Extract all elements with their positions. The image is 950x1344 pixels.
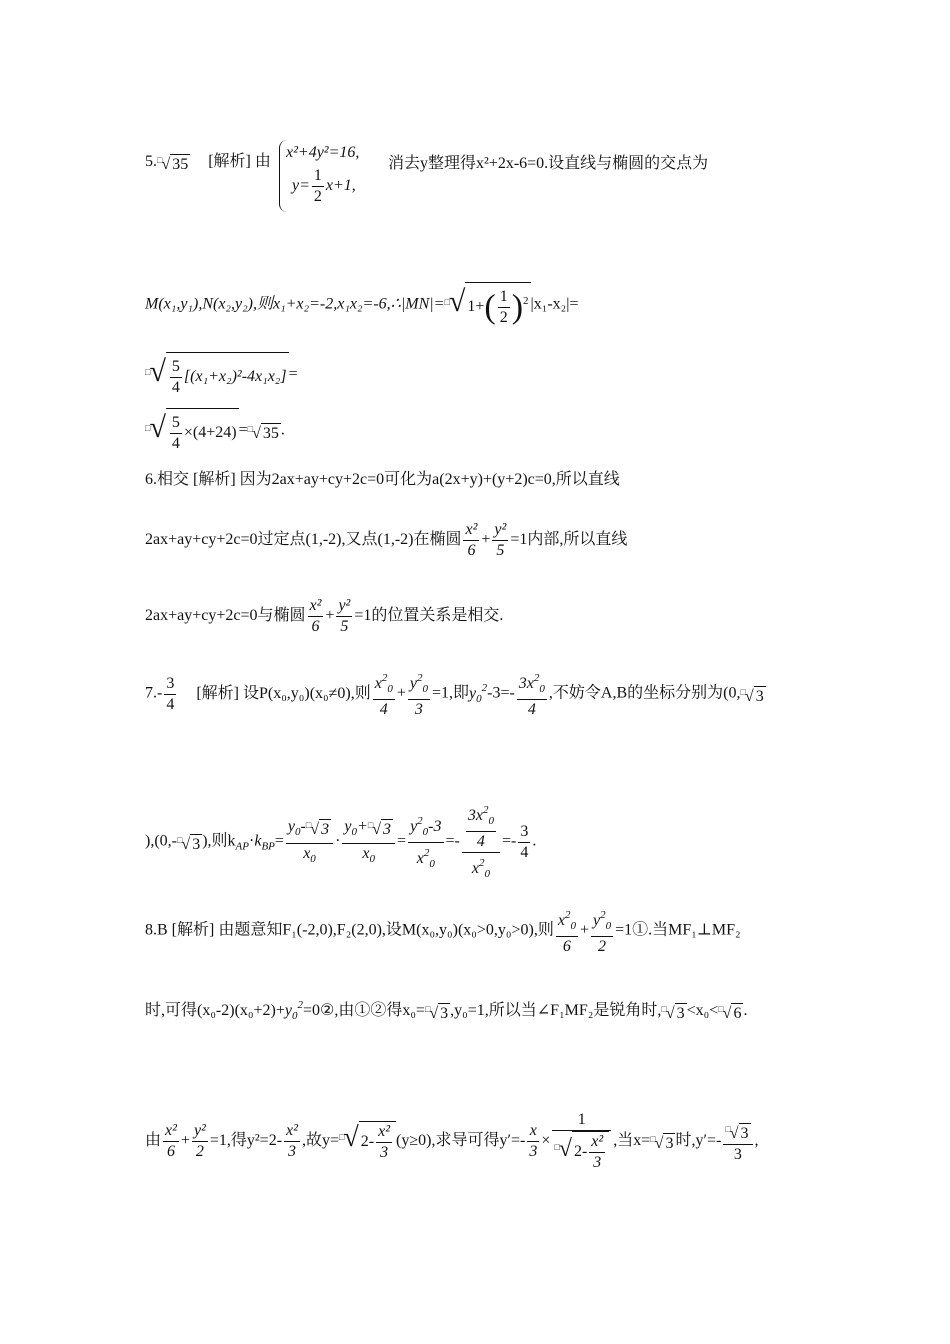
q8-line2: 时,可得$(x_0-2)(x_0+2)+y_0^2=0②$,由①②得x₀=□√ 3 ,y₀=1,所以当∠F₁MF₂是锐角时,□√ 3 <x₀<□√ 6 . (145, 999, 748, 1022)
q5-tag: [解析] (208, 153, 251, 171)
q8-line1: 8.B [解析] 由题意知F₁(-2,0),F₂(2,0),设M(x₀,y₀)(x₀>0,y₀>0),则 $\frac{x^2_0}{6}$ + $\frac{y^2_0}{2}$ =1①.当MF₁⊥MF₂ (145, 905, 741, 957)
q5-line3: □√ $\frac{5}{4}$ [(x₁+x₂)²-4x₁x₂] = (145, 352, 298, 398)
q6-line1: 6.相交 [解析] 因为2ax+ay+cy+2c=0可化为a(2x+y)+(y+2)c=0,所以直线 (145, 471, 620, 488)
q5-answer-radical: □√ 35 (157, 155, 189, 173)
q5-line4-radical: □√ $\frac{5}{4}$ ×(4+24) (145, 408, 239, 454)
q7-line1: 7.- $\frac{3}{4}$ [解析] 设P(x₀,y₀)(x₀≠0),则 $\frac{x^2_0}{4}$ + $\frac{y^2_0}{3}$ =1,即$y_0^2-3=-$ $\frac{3x^2_0}{4}$ ,不妨令A,B的坐标分别为(0,□√ 3 (145, 668, 766, 720)
q6-x2-over-6: $\frac{\text{x²}}{6}$ (465, 521, 478, 559)
q5-line1 (145, 150, 271, 175)
q7-line2: ),(0,-□√ 3 ),则$k_{AP}\cdot k_{BP}=$ $\frac{y_0-□√ 3}{x_0}$ · $\frac{y_0+□√ 3}{x_0}$ = $\frac{y^2_0-3}{x^2_0}$ =- $\frac{\frac{3x^2_0}{4}}{x^2_0}$ =- $\frac{3}{4}$ . (145, 800, 536, 884)
q5-you: 由 (254, 153, 271, 171)
q6-line2: 2ax+ay+cy+2c=0过定点(1,-2),又点(1,-2)在椭圆 $\frac{\text{x²}}{6}$ + $\frac{\text{y²}}{5}$ =1内部,所以直线 (145, 521, 628, 559)
q5-line2: M(x₁,y₁),N(x₂,y₂),则x₁+x₂=-2,x₁x₂=-6,∴|MN|=□√ 1+( $\frac{1}{2}$ )$^2$ |x₁-x₂|= (145, 282, 578, 328)
q5-after-system: 消去y整理得x²+2x-6=0.设直线与椭圆的交点为 (388, 155, 709, 172)
q5-line3-radical: □√ $\frac{5}{4}$ [(x₁+x₂)²-4x₁x₂] (145, 352, 289, 398)
q6-line3: 2ax+ay+cy+2c=0与椭圆 $\frac{\text{x²}}{6}$ + $\frac{\text{y²}}{5}$ =1的位置关系是相交. (145, 597, 504, 635)
q5-line4: □√ $\frac{5}{4}$ ×(4+24) =□√ 35 . (145, 408, 285, 454)
q8-line3: 由 $\frac{\text{x²}}{6}$ + $\frac{\text{y²}}{2}$ =1,得y²=2- $\frac{\text{x²}}{3}$ ,故y=□√ 2- $\frac{\text{x²}}{3}$ (y≥0),求导可得y′=- $\frac{x}{3}$ × 1 □√ 2- $\frac{\text{x²}}{3}$ ,当x=□√ 3 时,y′=- $\frac{□√ 3}{3}$ , (145, 1111, 759, 1171)
q5-result-radical: □√ 35 (247, 423, 279, 442)
q5-system-eq1: x²+4y²=16, (286, 144, 360, 161)
q6-y2-over-5: $\frac{\text{y²}}{5}$ (494, 521, 507, 559)
q5-half-fraction: $\frac{1}{2}$ (313, 167, 322, 205)
q5-system-eq2: y= $\frac{1}{2}$ x+1, (292, 167, 356, 205)
q7-answer-fraction: $\frac{3}{4}$ (166, 674, 175, 713)
q5-mn-radical: □√ 1+( $\frac{1}{2}$ )$^2$ (444, 282, 530, 328)
q5-number: 5. (145, 153, 157, 171)
